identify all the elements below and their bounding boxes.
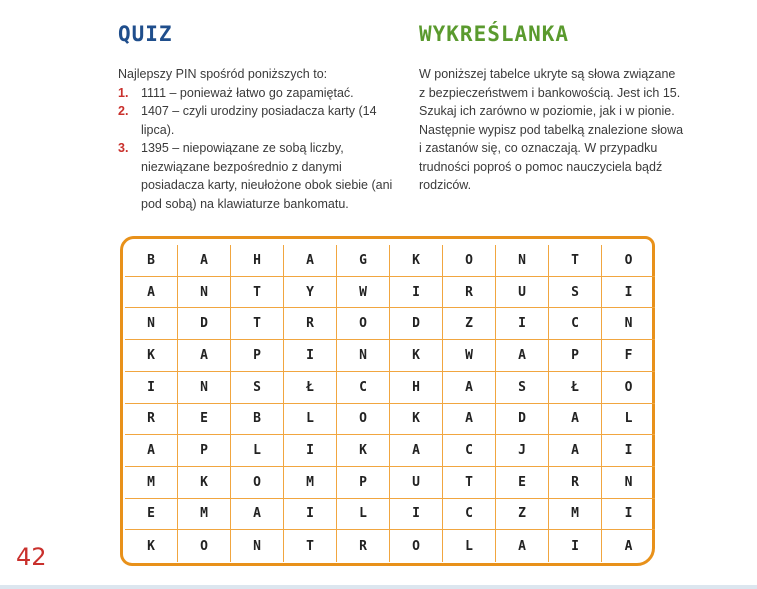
grid-cell[interactable]: P: [231, 340, 284, 372]
grid-cell[interactable]: A: [178, 340, 231, 372]
grid-cell[interactable]: R: [284, 308, 337, 340]
grid-cell[interactable]: O: [390, 530, 443, 562]
grid-cell[interactable]: I: [125, 372, 178, 404]
grid-cell[interactable]: T: [443, 467, 496, 499]
grid-cell[interactable]: I: [602, 277, 655, 309]
grid-cell[interactable]: N: [125, 308, 178, 340]
grid-cell[interactable]: B: [125, 245, 178, 277]
grid-cell[interactable]: Z: [443, 308, 496, 340]
grid-cell[interactable]: C: [443, 499, 496, 531]
grid-cell[interactable]: L: [337, 499, 390, 531]
grid-cell[interactable]: I: [602, 499, 655, 531]
grid-cell[interactable]: D: [496, 404, 549, 436]
word-search-grid: [125, 245, 655, 562]
grid-cell[interactable]: I: [284, 340, 337, 372]
grid-cell[interactable]: A: [125, 435, 178, 467]
grid-cell[interactable]: P: [337, 467, 390, 499]
grid-cell[interactable]: A: [496, 530, 549, 562]
quiz-option-number: 1.: [118, 85, 129, 100]
grid-cell[interactable]: R: [549, 467, 602, 499]
grid-cell[interactable]: A: [624, 538, 633, 554]
grid-cell[interactable]: T: [231, 308, 284, 340]
grid-cell[interactable]: I: [390, 499, 443, 531]
grid-cell[interactable]: N: [231, 530, 284, 562]
grid-cell[interactable]: H: [231, 245, 284, 277]
quiz-title: QUIZ: [118, 22, 173, 46]
grid-cell[interactable]: K: [390, 340, 443, 372]
quiz-option-number: 2.: [118, 104, 129, 118]
grid-cell[interactable]: T: [549, 245, 602, 277]
grid-cell[interactable]: E: [496, 467, 549, 499]
grid-cell[interactable]: E: [125, 499, 178, 531]
quiz-option-text: 1407 – czyli urodziny posiadacza karty (14 lipca).: [141, 104, 377, 137]
grid-cell[interactable]: Ł: [549, 372, 602, 404]
grid-cell[interactable]: O: [337, 404, 390, 436]
grid-cell[interactable]: W: [443, 340, 496, 372]
grid-cell[interactable]: C: [443, 435, 496, 467]
grid-cell[interactable]: I: [390, 277, 443, 309]
grid-cell[interactable]: N: [496, 245, 549, 277]
grid-cell[interactable]: L: [284, 404, 337, 436]
grid-cell[interactable]: S: [496, 372, 549, 404]
grid-cell[interactable]: O: [602, 245, 655, 277]
grid-cell[interactable]: I: [284, 499, 337, 531]
grid-cell[interactable]: I: [284, 435, 337, 467]
grid-cell[interactable]: R: [125, 404, 178, 436]
grid-cell[interactable]: I: [602, 435, 655, 467]
grid-cell[interactable]: A: [284, 245, 337, 277]
grid-cell[interactable]: F: [602, 340, 655, 372]
grid-cell[interactable]: O: [443, 245, 496, 277]
grid-cell[interactable]: A: [443, 404, 496, 436]
grid-cell[interactable]: L: [602, 404, 655, 436]
grid-cell[interactable]: K: [125, 530, 178, 562]
grid-cell[interactable]: O: [231, 467, 284, 499]
grid-cell[interactable]: T: [284, 530, 337, 562]
grid-cell[interactable]: A: [496, 340, 549, 372]
wykreslanka-instructions: W poniższej tabelce ukryte są słowa związane z bezpieczeństwem i bankowością. Jest ich 15. Szukaj ich zarówno w poziomie, jak i w pionie. Następnie wypisz pod tabelką znalezione słowa i zastanów się, co oznaczają. W przypadku trudności poproś o pomoc nauczyciela bądź rodziców.: [419, 67, 684, 192]
grid-cell[interactable]: A: [443, 372, 496, 404]
grid-cell[interactable]: Z: [496, 499, 549, 531]
grid-cell[interactable]: Ł: [284, 372, 337, 404]
grid-cell[interactable]: N: [337, 340, 390, 372]
grid-cell[interactable]: A: [125, 277, 178, 309]
grid-cell[interactable]: N: [178, 372, 231, 404]
grid-cell[interactable]: P: [549, 340, 602, 372]
grid-cell[interactable]: L: [443, 530, 496, 562]
grid-cell[interactable]: N: [602, 467, 655, 499]
wykreslanka-title: WYKREŚLANKA: [419, 22, 570, 46]
grid-cell[interactable]: C: [549, 308, 602, 340]
grid-cell[interactable]: R: [337, 530, 390, 562]
grid-cell[interactable]: H: [390, 372, 443, 404]
grid-cell[interactable]: W: [337, 277, 390, 309]
grid-cell[interactable]: M: [284, 467, 337, 499]
grid-cell[interactable]: O: [178, 530, 231, 562]
grid-cell[interactable]: E: [178, 404, 231, 436]
grid-cell[interactable]: K: [390, 404, 443, 436]
grid-cell[interactable]: K: [337, 435, 390, 467]
grid-cell[interactable]: A: [549, 435, 602, 467]
grid-cell[interactable]: A: [390, 435, 443, 467]
grid-cell[interactable]: Y: [284, 277, 337, 309]
quiz-option: [118, 84, 398, 103]
grid-cell[interactable]: P: [178, 435, 231, 467]
quiz-section: [118, 65, 398, 213]
grid-cell[interactable]: K: [125, 340, 178, 372]
grid-cell[interactable]: M: [549, 499, 602, 531]
quiz-option-text: 1395 – niepowiązane ze sobą liczby, niezwiązane bezpośrednio z danymi posiadacza karty, nieułożone obok siebie (ani pod sobą) na klawiaturze bankomatu.: [141, 141, 393, 211]
grid-cell[interactable]: C: [337, 372, 390, 404]
grid-cell[interactable]: J: [496, 435, 549, 467]
grid-cell[interactable]: A: [549, 404, 602, 436]
quiz-options: [118, 84, 398, 214]
grid-cell[interactable]: N: [178, 277, 231, 309]
quiz-option-number: 3.: [118, 141, 129, 155]
grid-cell[interactable]: O: [602, 372, 655, 404]
quiz-option: [118, 139, 398, 213]
grid-cell[interactable]: K: [390, 245, 443, 277]
grid-cell[interactable]: D: [178, 308, 231, 340]
grid-cell[interactable]: L: [231, 435, 284, 467]
grid-cell[interactable]: O: [337, 308, 390, 340]
grid-cell[interactable]: U: [390, 467, 443, 499]
grid-cell[interactable]: I: [496, 308, 549, 340]
grid-cell[interactable]: U: [496, 277, 549, 309]
grid-cell[interactable]: D: [390, 308, 443, 340]
quiz-intro: Najlepszy PIN spośród poniższych to:: [118, 67, 328, 81]
grid-cell[interactable]: M: [178, 499, 231, 531]
quiz-option-text: 1111 – ponieważ łatwo go zapamiętać.: [141, 85, 354, 100]
grid-cell[interactable]: I: [549, 530, 602, 562]
grid-cell[interactable]: B: [231, 404, 284, 436]
grid-cell[interactable]: K: [178, 467, 231, 499]
page-number: 42: [16, 543, 47, 571]
grid-cell[interactable]: A: [178, 245, 231, 277]
quiz-option: [118, 102, 398, 139]
grid-cell[interactable]: A: [231, 499, 284, 531]
grid-cell[interactable]: S: [231, 372, 284, 404]
grid-cell[interactable]: M: [125, 467, 178, 499]
grid-cell[interactable]: G: [337, 245, 390, 277]
bottom-divider: [0, 585, 757, 589]
grid-cell[interactable]: R: [443, 277, 496, 309]
grid-cell[interactable]: T: [231, 277, 284, 309]
grid-cell[interactable]: S: [549, 277, 602, 309]
grid-cell[interactable]: N: [602, 308, 655, 340]
